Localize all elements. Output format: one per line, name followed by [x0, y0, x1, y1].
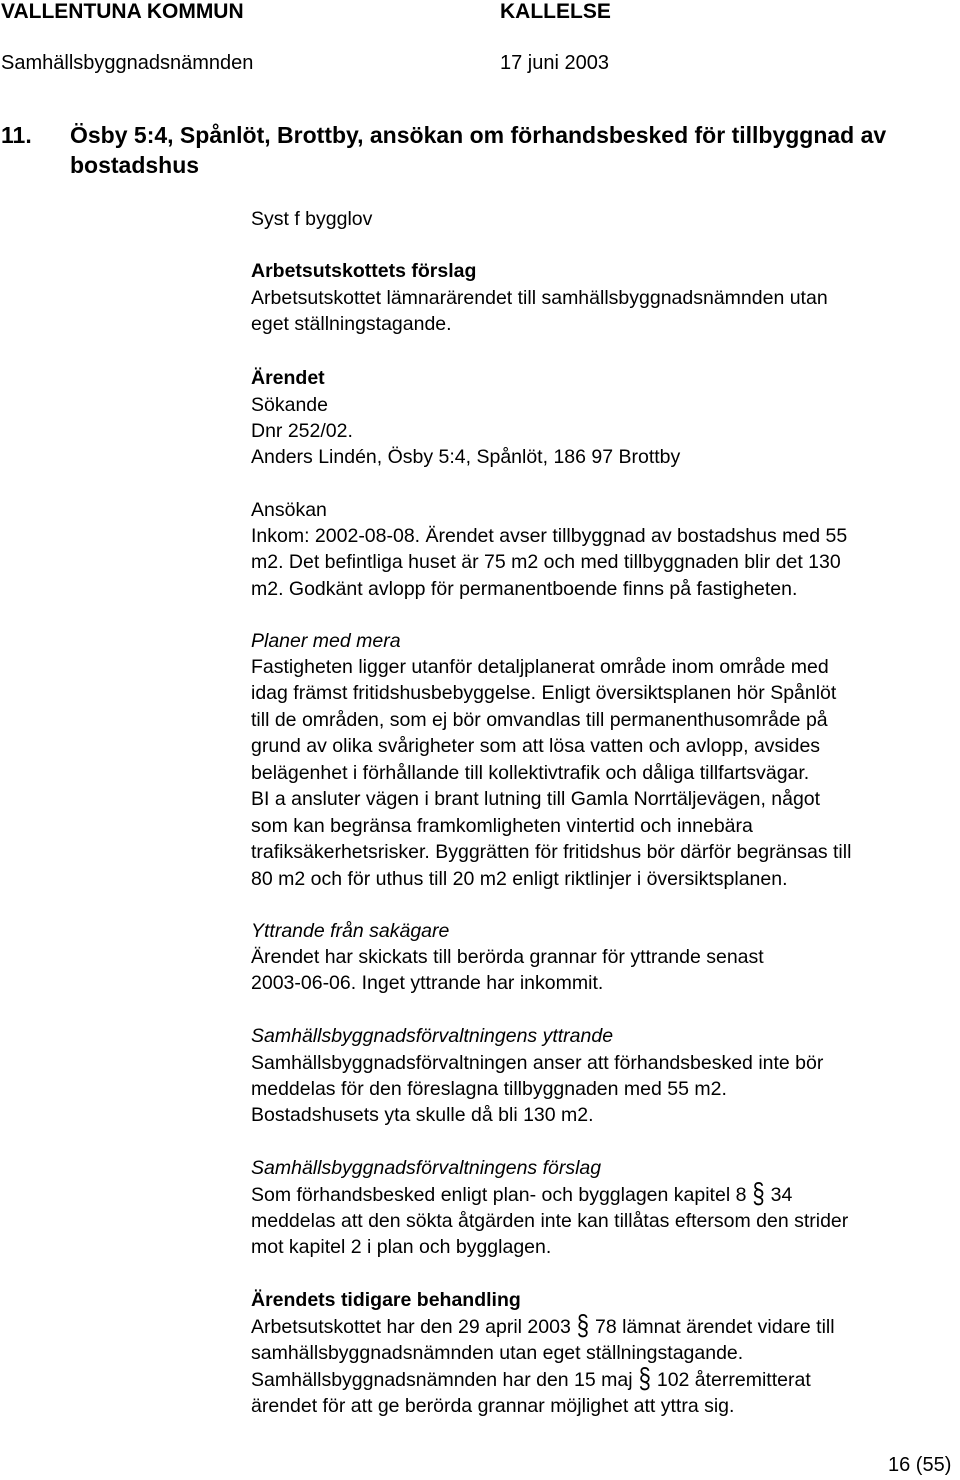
item-title-line2: bostadshus [70, 152, 200, 178]
application-text: m2. Godkänt avlopp för permanentboende finns på fastigheten. [251, 578, 798, 600]
au-proposal-heading: Arbetsutskottets förslag [251, 260, 477, 282]
paragraph-symbol: § [576, 1309, 590, 1342]
neighbors-text: Ärendet har skickats till berörda grannar för yttrande senast [251, 946, 764, 968]
history-text [251, 1309, 835, 1342]
plans-text: Fastigheten ligger utanför detaljplanerat område inom område med [251, 656, 829, 678]
paragraph-symbol: § [638, 1362, 651, 1395]
organization-name: VALLENTUNA KOMMUN [1, 0, 244, 23]
history-text [251, 1362, 811, 1395]
plans-text: grund av olika svårigheter som att lösa vatten och avlopp, avsides [251, 735, 821, 757]
committee-name: Samhällsbyggnadsnämnden [1, 52, 254, 74]
neighbors-text: 2003-06-06. Inget yttrande har inkommit. [251, 972, 604, 994]
paragraph-symbol: § [752, 1177, 765, 1210]
plans-text: idag främst fritidshusbebyggelse. Enligt översiktsplanen hör Spånlöt [251, 682, 837, 704]
admin-statement-text: Bostadshusets yta skulle då bli 130 m2. [251, 1104, 594, 1126]
page-number: 16 (55) [888, 1454, 952, 1476]
text-segment: Arbetsutskottet har den 29 april 2003 [251, 1316, 571, 1338]
application-heading: Ansökan [251, 499, 327, 521]
neighbors-heading: Yttrande från sakägare [251, 920, 450, 942]
admin-proposal-text [251, 1177, 793, 1210]
admin-proposal-text: meddelas att den sökta åtgärden inte kan tillåtas eftersom den strider [251, 1210, 849, 1232]
plans-heading: Planer med mera [251, 630, 401, 652]
history-text: samhällsbyggnadsnämnden utan eget ställningstagande. [251, 1342, 744, 1364]
text-segment: Samhällsbyggnadsnämnden har den 15 maj [251, 1369, 633, 1391]
item-title-line1: Ösby 5:4, Spånlöt, Brottby, ansökan om förhandsbesked för tillbyggnad av [70, 122, 887, 148]
application-text: Inkom: 2002-08-08. Ärendet avser tillbyggnad av bostadshus med 55 [251, 525, 848, 547]
text-segment: 34 [770, 1184, 793, 1206]
admin-proposal-text: mot kapitel 2 i plan och bygglagen. [251, 1236, 552, 1258]
case-heading: Ärendet [251, 367, 325, 389]
plans-text: BI a ansluter vägen i brant lutning till Gamla Norrtäljevägen, något [251, 788, 821, 810]
au-proposal-text: eget ställningstagande. [251, 313, 452, 335]
case-handler: Syst f bygglov [251, 208, 373, 230]
text-segment: 78 lämnat ärendet vidare till [595, 1316, 835, 1338]
plans-text: 80 m2 och för uthus till 20 m2 enligt riktlinjer i översiktsplanen. [251, 868, 788, 890]
admin-proposal-heading: Samhällsbyggnadsförvaltningens förslag [251, 1157, 602, 1179]
case-dnr: Dnr 252/02. [251, 420, 353, 442]
item-number: 11. [1, 122, 32, 148]
plans-text: som kan begränsa framkomligheten vintertid och innebära [251, 815, 753, 837]
applicant-details: Anders Lindén, Ösby 5:4, Spånlöt, 186 97 Brottby [251, 446, 681, 468]
plans-text: till de områden, som ej bör omvandlas till permanenthusområde på [251, 709, 828, 731]
plans-text: belägenhet i förhållande till kollektivtrafik och dåliga tillfartsvägar. [251, 762, 810, 784]
history-heading: Ärendets tidigare behandling [251, 1289, 521, 1311]
applicant-label: Sökande [251, 394, 328, 416]
admin-statement-heading: Samhällsbyggnadsförvaltningens yttrande [251, 1025, 614, 1047]
history-text: ärendet för att ge berörda grannar möjlighet att yttra sig. [251, 1395, 735, 1417]
admin-statement-text: Samhällsbyggnadsförvaltningen anser att förhandsbesked inte bör [251, 1052, 824, 1074]
text-segment: 102 återremitterat [656, 1369, 811, 1391]
au-proposal-text: Arbetsutskottet lämnarärendet till samhällsbyggnadsnämnden utan [251, 287, 828, 309]
text-segment: Som förhandsbesked enligt plan- och bygglagen kapitel 8 [251, 1184, 747, 1206]
document-type: KALLELSE [500, 0, 611, 23]
plans-text: trafiksäkerhetsrisker. Byggrätten för fritidshus bör därför begränsas till [251, 841, 852, 863]
admin-statement-text: meddelas för den föreslagna tillbyggnaden med 55 m2. [251, 1078, 727, 1100]
meeting-date: 17 juni 2003 [500, 52, 609, 74]
application-text: m2. Det befintliga huset är 75 m2 och med tillbyggnaden blir det 130 [251, 551, 841, 573]
